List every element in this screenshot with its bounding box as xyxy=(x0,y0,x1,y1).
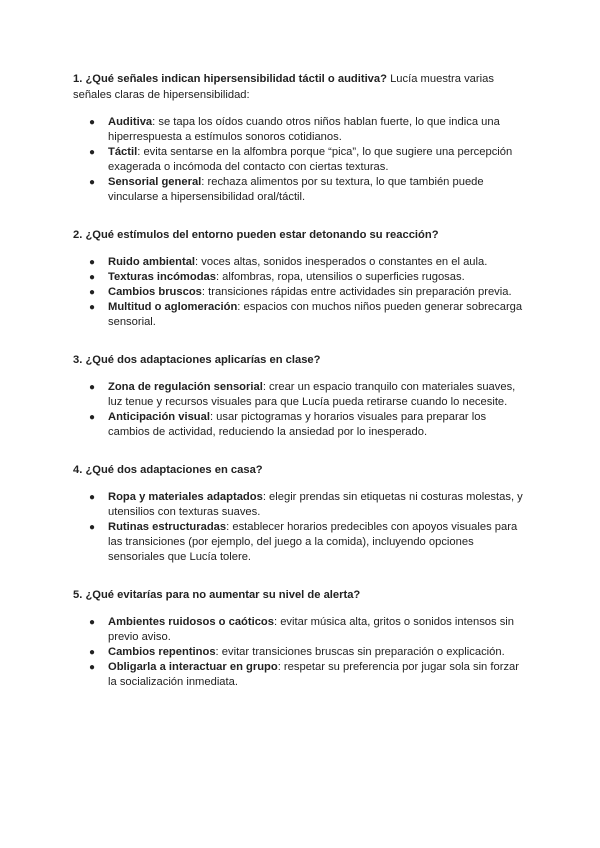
question-title: 3. ¿Qué dos adaptaciones aplicarías en clase? xyxy=(73,354,321,366)
section-3 xyxy=(73,352,528,440)
list-item xyxy=(89,490,528,520)
answer-list xyxy=(73,615,528,690)
item-text: : transiciones rápidas entre actividades sin preparación previa. xyxy=(201,286,512,298)
item-text: : establecer horarios predecibles con apoyos visuales para las transiciones (por ejemplo, del juego a la comida), incluyendo opciones sensoriales que Lucía tolere. xyxy=(108,521,518,563)
question-1 xyxy=(73,71,528,103)
list-item xyxy=(89,285,528,300)
question-title: 4. ¿Qué dos adaptaciones en casa? xyxy=(73,464,263,476)
item-text: : espacios con muchos niños pueden generar sobrecarga sensorial. xyxy=(108,301,523,328)
list-item xyxy=(89,660,528,690)
item-term: Rutinas estructuradas xyxy=(108,521,227,533)
list-item xyxy=(89,255,528,270)
item-text: : elegir prendas sin etiquetas ni costuras molestas, y utensilios con texturas suaves. xyxy=(108,491,523,518)
section-4 xyxy=(73,462,528,565)
item-text: : crear un espacio tranquilo con materiales suaves, luz tenue y recursos visuales para que Lucía pueda retirarse cuando lo necesite. xyxy=(108,381,516,408)
section-2 xyxy=(73,227,528,330)
question-4 xyxy=(73,462,528,478)
list-item xyxy=(89,615,528,645)
question-2 xyxy=(73,227,528,243)
bullet-icon: ● xyxy=(89,662,96,673)
section-1 xyxy=(73,71,528,205)
item-term: Ruido ambiental xyxy=(108,256,196,268)
question-title: 2. ¿Qué estímulos del entorno pueden estar detonando su reacción? xyxy=(73,229,439,241)
bullet-icon: ● xyxy=(89,382,96,393)
answer-list xyxy=(73,490,528,565)
item-term: Cambios repentinos xyxy=(108,646,216,658)
bullet-icon: ● xyxy=(89,617,96,628)
item-term: Ropa y materiales adaptados xyxy=(108,491,263,503)
list-item xyxy=(89,380,528,410)
list-item xyxy=(89,145,528,175)
item-text: : alfombras, ropa, utensilios o superficies rugosas. xyxy=(215,271,465,283)
answer-list xyxy=(73,115,528,205)
bullet-icon: ● xyxy=(89,287,96,298)
bullet-icon: ● xyxy=(89,117,96,128)
item-term: Texturas incómodas xyxy=(108,271,216,283)
list-item xyxy=(89,300,528,330)
answer-list xyxy=(73,255,528,330)
bullet-icon: ● xyxy=(89,257,96,268)
list-item xyxy=(89,270,528,285)
question-3 xyxy=(73,352,528,368)
section-5 xyxy=(73,587,528,690)
item-term: Obligarla a interactuar en grupo xyxy=(108,661,278,673)
item-text: : se tapa los oídos cuando otros niños hablan fuerte, lo que indica una hiperrespuesta a estímulos sonoros cotidianos. xyxy=(108,116,500,143)
list-item xyxy=(89,115,528,145)
bullet-icon: ● xyxy=(89,492,96,503)
list-item xyxy=(89,645,528,660)
item-term: Ambientes ruidosos o caóticos xyxy=(108,616,274,628)
list-item xyxy=(89,520,528,565)
item-text: : evita sentarse en la alfombra porque “pica”, lo que sugiere una percepción exagerada o incómoda del contacto con ciertas texturas. xyxy=(108,146,513,173)
list-item xyxy=(89,175,528,205)
bullet-icon: ● xyxy=(89,272,96,283)
bullet-icon: ● xyxy=(89,147,96,158)
item-text: : respetar su preferencia por jugar sola sin forzar la socialización inmediata. xyxy=(108,661,519,688)
item-term: Multitud o aglomeración xyxy=(108,301,238,313)
list-item xyxy=(89,410,528,440)
bullet-icon: ● xyxy=(89,412,96,423)
item-term: Anticipación visual xyxy=(108,411,210,423)
question-5 xyxy=(73,587,528,603)
item-term: Auditiva xyxy=(108,116,153,128)
item-text: : rechaza alimentos por su textura, lo que también puede vincularse a hipersensibilidad oral/táctil. xyxy=(108,176,484,203)
bullet-icon: ● xyxy=(89,302,96,313)
item-term: Táctil xyxy=(108,146,138,158)
bullet-icon: ● xyxy=(89,522,96,533)
item-term: Cambios bruscos xyxy=(108,286,202,298)
question-title: 5. ¿Qué evitarías para no aumentar su nivel de alerta? xyxy=(73,589,361,601)
item-term: Sensorial general xyxy=(108,176,202,188)
item-text: : usar pictogramas y horarios visuales para preparar los cambios de actividad, reduciendo la ansiedad por lo inesperado. xyxy=(108,411,487,438)
question-title: 1. ¿Qué señales indican hipersensibilidad táctil o auditiva? xyxy=(73,73,387,85)
item-text: : evitar transiciones bruscas sin preparación o explicación. xyxy=(215,646,505,658)
question-intro: Lucía muestra varias señales claras de hipersensibilidad: xyxy=(73,73,494,101)
bullet-icon: ● xyxy=(89,177,96,188)
bullet-icon: ● xyxy=(89,647,96,658)
item-term: Zona de regulación sensorial xyxy=(108,381,263,393)
item-text: : evitar música alta, gritos o sonidos intensos sin previo aviso. xyxy=(108,616,515,643)
answer-list xyxy=(73,380,528,440)
item-text: : voces altas, sonidos inesperados o constantes en el aula. xyxy=(195,256,488,268)
